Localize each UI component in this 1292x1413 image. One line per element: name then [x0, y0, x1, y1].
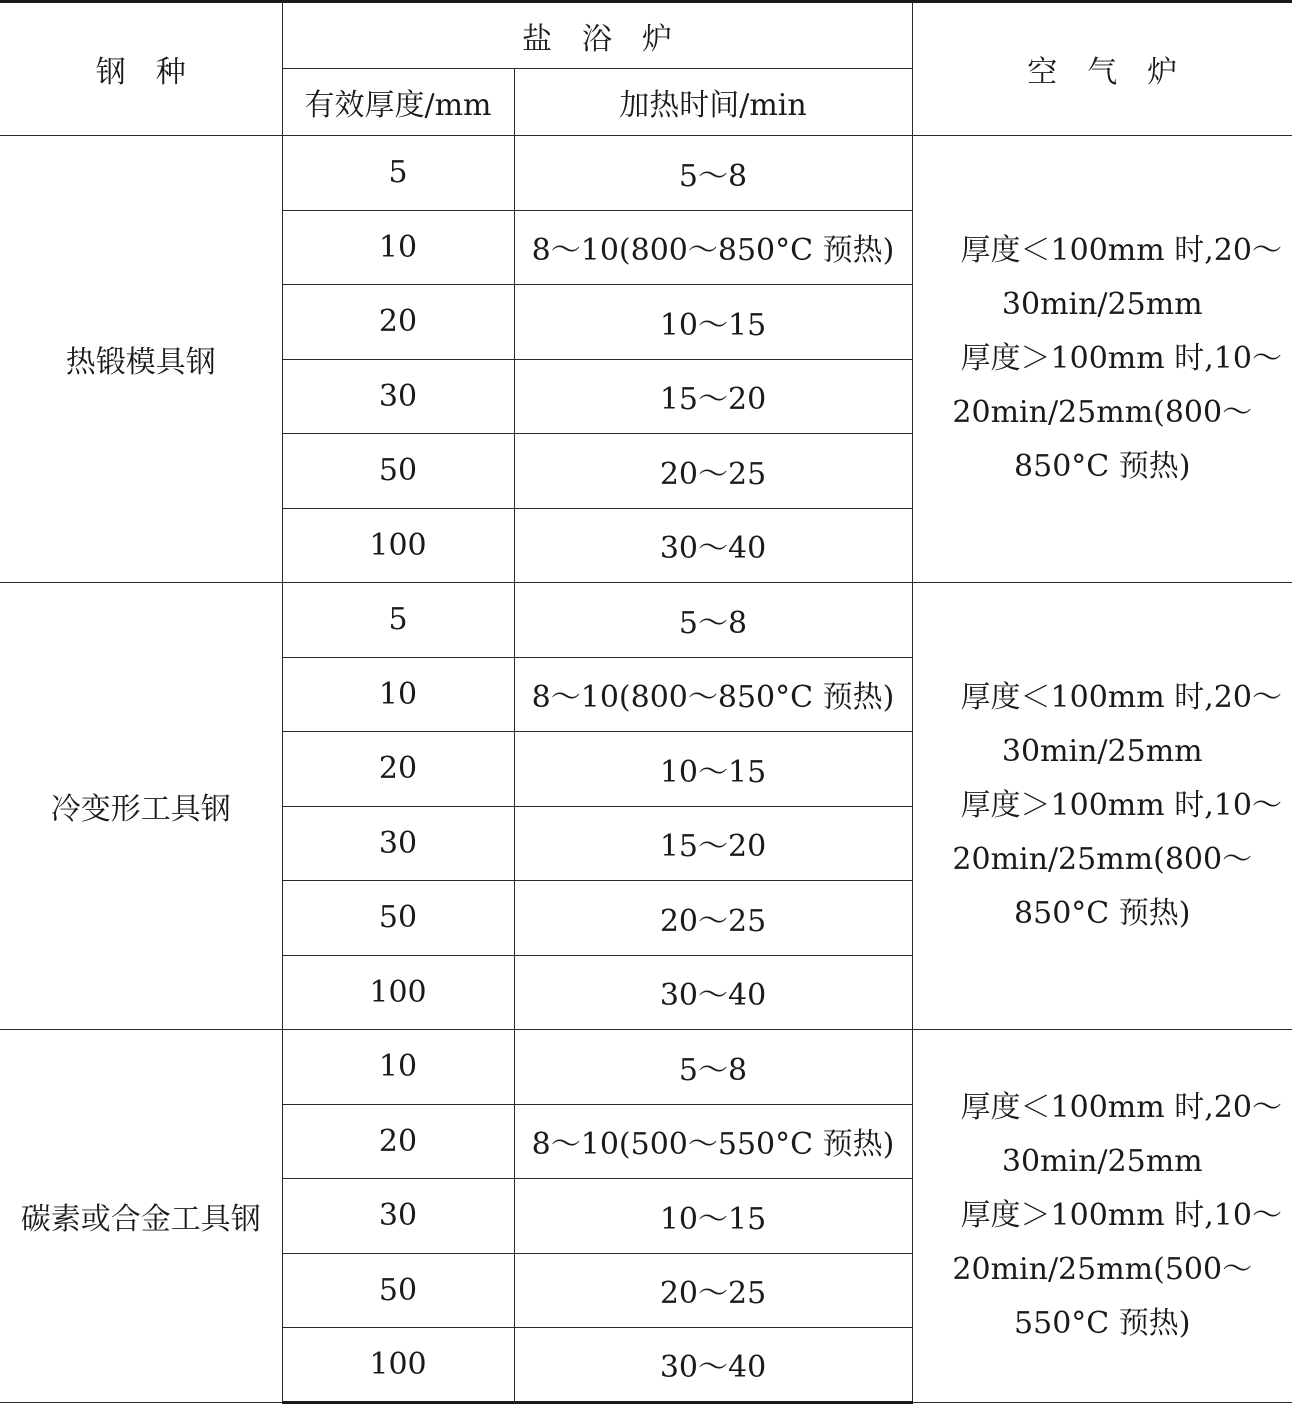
steel-type-cell: 热锻模具钢	[0, 136, 282, 583]
heating-time-cell: 8～10(800～850°C 预热)	[514, 210, 912, 285]
thickness-cell: 50	[282, 434, 514, 509]
heating-time-cell: 15～20	[514, 806, 912, 881]
heating-time-cell: 30～40	[514, 1328, 912, 1403]
heating-time-cell: 5～8	[514, 583, 912, 658]
thickness-cell: 5	[282, 136, 514, 211]
thickness-cell: 100	[282, 955, 514, 1030]
air-furnace-rule-over-100: 厚度＞100mm 时,10～20min/25mm(800～850°C 预热)	[952, 341, 1282, 484]
header-heating-time: 加热时间/min	[514, 69, 912, 136]
table-row	[0, 136, 1292, 211]
heating-time-cell: 20～25	[514, 1253, 912, 1328]
heating-time-cell: 30～40	[514, 508, 912, 583]
thickness-cell: 50	[282, 1253, 514, 1328]
air-furnace-rule-over-100: 厚度＞100mm 时,10～20min/25mm(800～850°C 预热)	[952, 788, 1282, 931]
air-furnace-rule-under-100: 厚度＜100mm 时,20～30min/25mm	[960, 680, 1282, 769]
header-effective-thickness: 有效厚度/mm	[282, 69, 514, 136]
thickness-cell: 10	[282, 1030, 514, 1105]
table-row	[0, 1030, 1292, 1105]
heating-time-cell: 5～8	[514, 136, 912, 211]
air-furnace-cell	[912, 1030, 1292, 1403]
thickness-cell: 50	[282, 881, 514, 956]
thickness-cell: 20	[282, 1104, 514, 1179]
heating-time-cell: 8～10(500～550°C 预热)	[514, 1104, 912, 1179]
air-furnace-rule-under-100: 厚度＜100mm 时,20～30min/25mm	[960, 233, 1282, 322]
thickness-cell: 30	[282, 359, 514, 434]
thickness-cell: 10	[282, 210, 514, 285]
thickness-cell: 10	[282, 657, 514, 732]
steel-type-cell: 碳素或合金工具钢	[0, 1030, 282, 1403]
thickness-cell: 20	[282, 732, 514, 807]
header-row-1	[0, 2, 1292, 69]
table-row	[0, 583, 1292, 658]
air-furnace-cell	[912, 583, 1292, 1030]
heating-time-cell: 15～20	[514, 359, 912, 434]
heating-time-cell: 20～25	[514, 881, 912, 956]
air-furnace-rule-over-100: 厚度＞100mm 时,10～20min/25mm(500～550°C 预热)	[952, 1197, 1282, 1341]
thickness-cell: 100	[282, 1328, 514, 1403]
heating-time-cell: 10～15	[514, 1179, 912, 1254]
thickness-cell: 100	[282, 508, 514, 583]
header-salt-bath-furnace: 盐 浴 炉	[282, 2, 912, 69]
header-air-furnace: 空 气 炉	[912, 2, 1292, 136]
air-furnace-rule-under-100: 厚度＜100mm 时,20～30min/25mm	[960, 1089, 1282, 1179]
heating-time-cell: 20～25	[514, 434, 912, 509]
heating-time-cell: 10～15	[514, 732, 912, 807]
heating-time-cell: 5～8	[514, 1030, 912, 1105]
header-steel-type: 钢 种	[0, 2, 282, 136]
heating-time-cell: 10～15	[514, 285, 912, 360]
heating-time-cell: 8～10(800～850°C 预热)	[514, 657, 912, 732]
thickness-cell: 30	[282, 1179, 514, 1254]
thickness-cell: 20	[282, 285, 514, 360]
thickness-cell: 30	[282, 806, 514, 881]
steel-type-cell: 冷变形工具钢	[0, 583, 282, 1030]
thickness-cell: 5	[282, 583, 514, 658]
heating-time-cell: 30～40	[514, 955, 912, 1030]
air-furnace-cell	[912, 136, 1292, 583]
